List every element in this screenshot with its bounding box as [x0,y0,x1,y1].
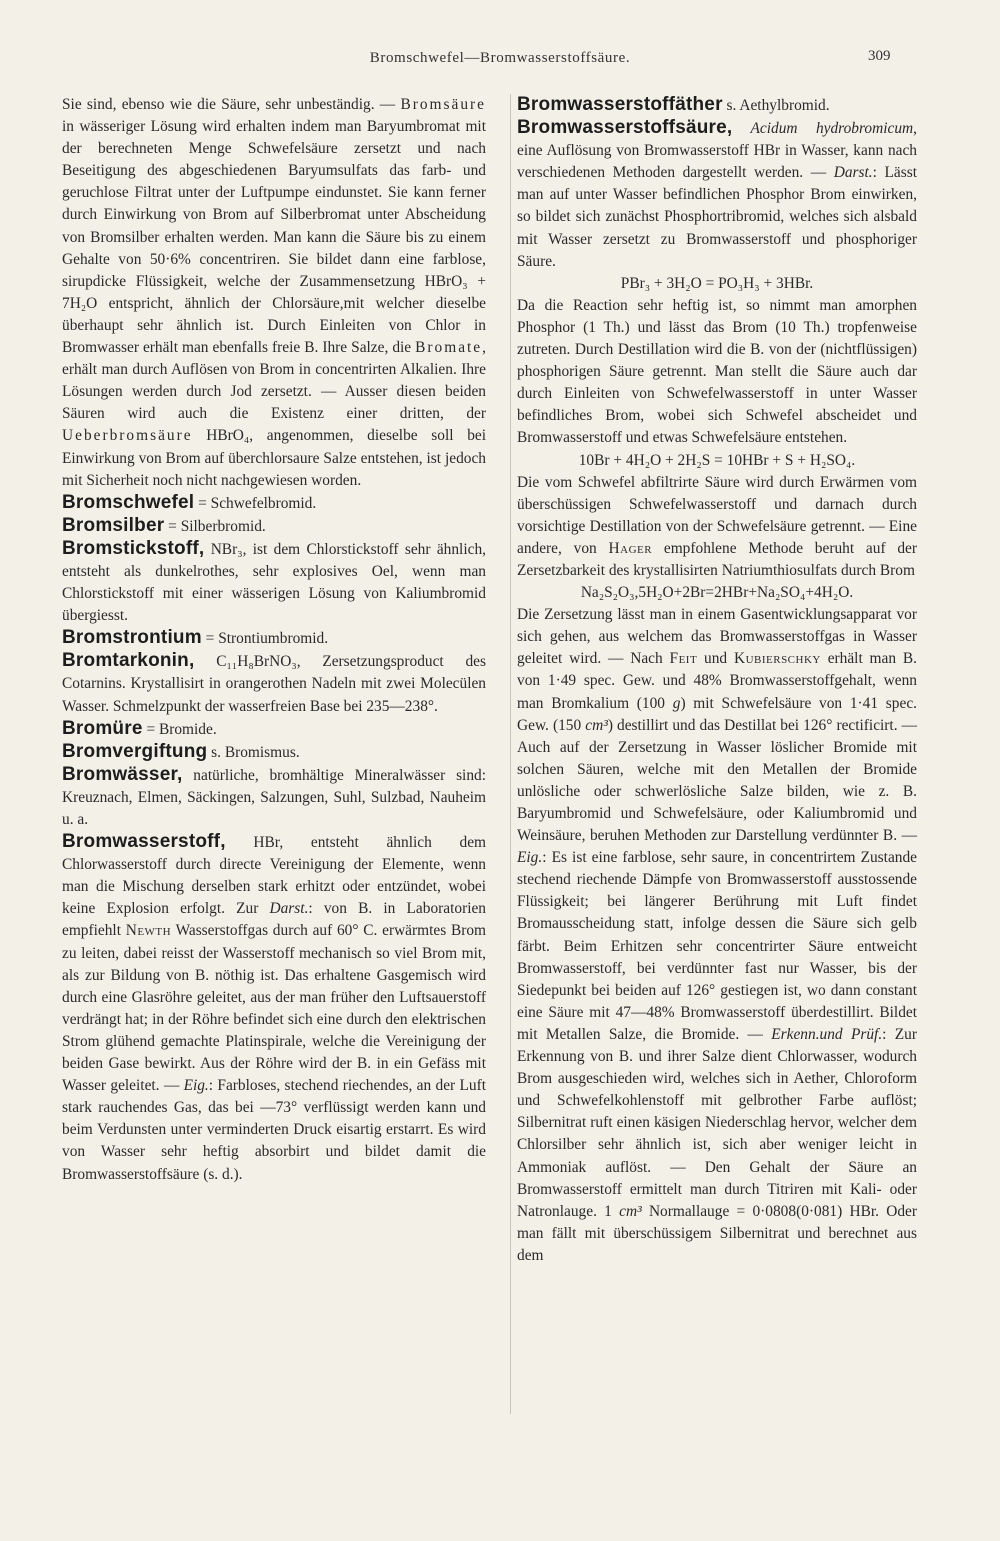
paragraph-4: Die Zersetzung lässt man in einem Gasentwicklungsapparat vor sich gehen, aus welchem das Bromwasserstoffgas in Wasser geleitet wird. — Nach Feit und Kubierschky erhält man B. von 1·49 spec. Gew. und 48% Bromwasserstoffgehalt, wenn man Bromkalium (100 g) mit Schwefelsäure von 1·41 spec. Gew. (150 cm³) destillirt und das Destillat bei 126° rectificirt. — Auch auf der Zersetzung in Wasser löslicher Bromide mit solchen Säuren, welche mit den Metallen der Bromide unlösliche oder schwerlösliche Salze bilden, wie z. B. Baryumbromid und Schwefelsäure, oder Kaliumbromid und Weinsäure, beruhen Methoden zur Darstellung verdünnter B. — Eig.: Es ist eine farblose, sehr saure, in concentrirtem Zustande stechend riechende Dämpfe von Bromwasserstoff ausstossende Flüssigkeit; bei längerer Berührung mit Luft findet Bromausscheidung statt, infolge dessen die Säure sich gelb färbt. Beim Erhitzen sehr concentrirter Säure entweicht Bromwasserstoff, bei verdünnter fast nur Wasser, bis der Siedepunkt bei beiden auf 126° gestiegen ist, wo dann constant eine Säure mit 47—48% Bromwasserstoff überdestillirt. Bildet mit Metallen Salze, die Bromide. — Erkenn.und Prüf.: Zur Erkennung von B. und ihrer Salze dient Chlorwasser, wodurch Brom ausgeschieden wird, welches sich in Aether, Chloroform und Schwefelkohlenstoff mit gelbrother Farbe auflöst; Silbernitrat ruft einen käsigen Niederschlag hervor, welcher dem Chlorsilber sehr ähnlich ist, sich aber weniger leicht in Ammoniak auflöst. — Den Gehalt der Säure an Bromwasserstoff ermittelt man durch Titriren mit Kali- oder Natronlauge. 1 cm³ Normallauge = 0·0808(0·081) HBr. Oder man fällt mit überschüssigem Silbernitrat und berechnet aus dem [517,606,917,1264]
headword: Bromüre [62,717,143,739]
formula-3: Na₂S₂O₃,5H₂O+2Br=2HBr+Na₂SO₄+4H₂O. [580,584,854,602]
entry-bromwasserstoffaether: Bromwasserstoffäther s. Aethylbromid. [517,94,830,115]
entry-bromschwefel: Bromschwefel = Schwefelbromid. [62,491,317,513]
formula-2: 10Br + 4H₂O + 2H₂S = 10HBr + S + H₂SO₄. [578,451,856,469]
headword: Bromwasserstoff, [62,831,226,853]
headword: Bromstrontium [62,627,202,649]
entry-bromtarkonin: Bromtarkonin, C₁₁H₈BrNO₃, Zersetzungsproduct des Cotarnins. Krystallisirt in orangerothen Nadeln mit zwei Molecülen Wasser. Schmelzpunkt der wasserfreien Base bei 235—238°. [62,650,486,715]
entry-bromsilber: Bromsilber = Silberbromid. [62,514,266,536]
entry-bromwaesser: Bromwässer, natürliche, bromhältige Mineralwässer sind: Kreuznach, Elmen, Säckingen, Salzungen, Suhl, Sulzbad, Nauheim u. a. [62,763,486,828]
paragraph-3: Die vom Schwefel abfiltrirte Säure wird durch Erwärmen vom überschüssigen Schwefelwasserstoff und darnach durch vorsichtige Destillation von der Schwefelsäure getrennt. — Eine andere, von Hager empfohlene Methode beruht auf der Zersetzbarkeit des krystallisirten Natriumthiosulfats durch Brom [517,473,918,579]
running-head: Bromschwefel—Bromwasserstoffsäure. [369,50,631,66]
formula-1: PBr₃ + 3H₂O = PO₃H₃ + 3HBr. [620,274,814,292]
term-bromate: Bromate [415,339,483,357]
headword: Bromwässer, [62,763,183,785]
entry-bromuere: Bromüre = Bromide. [62,717,217,739]
paragraph-2: Da die Reaction sehr heftig ist, so nimmt man amorphen Phosphor (1 Th.) und lässt das Brom (10 Th.) tropfenweise zutreten. Durch Destillation wird die B. von der (nichtflüssigen) phosphorigen Säure getrennt. Man stellt die Säure auch dar durch Einleiten von Schwefelwasserstoff in unter Wasser befindliches Brom, wobei sich Schwefel abscheidet und Bromwasserstoff und etwas Schwefelsäure entstehen. [517,296,917,447]
headword: Bromschwefel [62,491,195,513]
bromsaeure-continuation: Sie sind, ebenso wie die Säure, sehr unbeständig. — Bromsäure in wässeriger Lösung wird erhalten indem man Baryumbromat mit der berechneten Menge Schwefelsäure zersetzt und nach Beseitigung des abgeschiedenen Baryumsulfats das farb- und geruchlose Filtrat unter der Luftpumpe eindunstet. Sie kann ferner durch Einwirkung von Brom auf Silberbromat unter Abscheidung von Bromsilber erhalten werden. Man kann die Säure bis zu einem Gehalte von 50·6% concentriren. Sie bildet dann eine farblose, sirupdicke Flüssigkeit, welche der Zusammensetzung HBrO₃ + 7H₂O entspricht, ähnlich der Chlorsäure,mit welcher dieselbe überhaupt sehr ähnlich ist. Durch Einleiten von Chlor in Bromwasser erhält man ebenfalls freie B. Ihre Salze, die Bromate, erhält man durch Auflösen von Brom in concentrirten Alkalien. Ihre Lösungen werden durch Jod zersetzt. — Ausser diesen beiden Säuren wird auch die Existenz einer dritten, der Ueberbromsäure HBrO₄, angenommen, dieselbe soll bei Einwirkung von Brom auf überchlorsaure Salze entstehen, ist jedoch mit Sicherheit noch nicht nachgewiesen worden. [62,96,486,489]
author-name: Newth [125,922,172,940]
headword: Bromstickstoff, [62,537,205,559]
entry-bromvergiftung: Bromvergiftung s. Bromismus. [62,740,300,762]
entry-bromstickstoff: Bromstickstoff, NBr₃, ist dem Chlorstickstoff sehr ähnlich, entsteht als dunkelrothes, sehr explosives Oel, wenn man Chlorstickstoff mit einer wässerigen Lösung von Kaliumbromid übergiesst. [62,537,486,625]
headword: Bromsilber [62,514,165,536]
author-name: Feit [669,650,698,668]
headword: Bromwasserstoffsäure, [517,117,733,139]
term-ueberbromsaeure: Ueberbromsäure [62,427,193,445]
entry-bromwasserstoffsaeure: Bromwasserstoffsäure, Acidum hydrobromicum, eine Auflösung von Bromwasserstoff HBr in Wasser, kann nach verschiedenen Methoden dargestellt werden. — Darst.: Lässt man auf unter Wasser befindlichen Phosphor Brom einwirken, so bildet sich zunächst Phosphortribromid, welches sich alsbald mit Wasser zersetzt zu Bromwasserstoff und phosphoriger Säure. [517,117,917,270]
headword: Bromtarkonin, [62,650,195,672]
right-column [510,94,917,1414]
entry-bromwasserstoff: Bromwasserstoff, HBr, entsteht ähnlich dem Chlorwasserstoff durch directe Vereinigung der Elemente, wenn man die Mischung derselben stark erhitzt oder entzündet, wobei keine Explosion erfolgt. Zur Darst.: von B. in Laboratorien empfiehlt Newth Wasserstoffgas durch auf 60° C. erwärmtes Brom zu leiten, dabei reisst der Wasserstoff mechanisch so viel Brom mit, als zur Bildung von B. nöthig ist. Das erhaltene Gasgemisch wird durch eine Glasröhre geleitet, aus der man früher den Luftsauerstoff verdrängt hat; in der Röhre befindet sich eine durch den elektrischen Strom glühend gemachte Platinspirale, welche die Vereinigung der beiden Gase bewirkt. Aus der Röhre wird der B. in ein Gefäss mit Wasser geleitet. — Eig.: Farbloses, stechend riechendes, an der Luft stark rauchendes Gas, das bei —73° verflüssigt werden kann und beim Verdunsten unter verminderten Druck eisartig erstarrt. Es wird von Wasser sehr heftig absorbirt und bildet damit die Bromwasserstoffsäure (s. d.). [62,831,487,1183]
page-number: 309 [868,48,891,64]
entry-bromstrontium: Bromstrontium = Strontiumbromid. [62,627,329,649]
author-name: Kubierschky [733,650,821,668]
term-bromsaeure: Bromsäure [400,96,486,113]
headword: Bromvergiftung [62,740,208,762]
headword: Bromwasserstoffäther [517,94,723,115]
author-name: Hager [608,539,653,557]
left-column [62,94,486,1186]
